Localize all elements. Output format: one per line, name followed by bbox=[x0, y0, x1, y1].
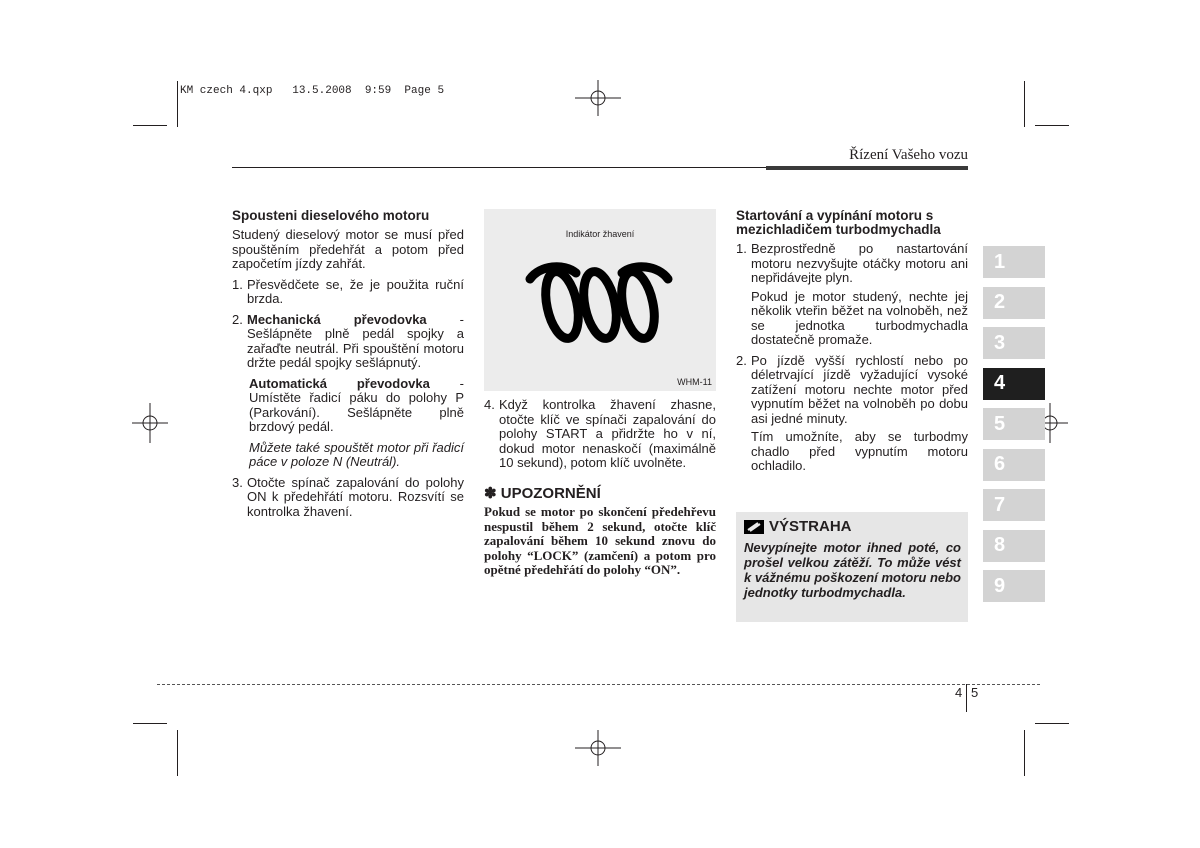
chapter-tabs bbox=[983, 246, 1045, 611]
right-column bbox=[736, 209, 968, 480]
list-text: Po jízdě vyšší rychlostí nebo po déletrvající jízdě vyžadující vysoké zatížení motoru nechte motor před vypnutím běžet na volnoběh po dobu asi jedné minuty. bbox=[751, 352, 968, 426]
list-text: Když kontrolka žhavení zhasne, otočte klíč ve spínači zapalování do polohy START a přidržte ho v ní, dokud motor nenaskočí (maximálně 10 sekund), potom klíč uvolněte. bbox=[499, 397, 716, 470]
figure-code: WHM-11 bbox=[677, 377, 712, 387]
list-text: Otočte spínač zapalování do polohy ON k předehřátí motoru. Rozsvítí se kontrolka žhavení. bbox=[247, 474, 464, 519]
section-heading: Spousteni dieselového motoru bbox=[232, 208, 430, 223]
list-item bbox=[232, 476, 464, 520]
glow-plug-coil-icon bbox=[524, 257, 674, 347]
chapter-tab-8[interactable]: 8 bbox=[983, 530, 1045, 562]
automatic-transmission-paragraph bbox=[232, 377, 464, 435]
list-item bbox=[232, 313, 464, 371]
manual-transmission-text: - Sešlápněte plně pedál spojky a zařaďte neutrál. Při spouštění motoru držte pedál spojky sešlápnutý. bbox=[247, 311, 464, 370]
list-number: 3. bbox=[232, 474, 243, 490]
warning-icon bbox=[744, 520, 764, 534]
neutral-note: Můžete také spouštět motor při řadicí páce v poloze N (Neutrál). bbox=[249, 439, 464, 469]
section-title: Řízení Vašeho vozu bbox=[849, 147, 968, 163]
crop-mark bbox=[1035, 125, 1069, 126]
list-number: 1. bbox=[232, 276, 243, 292]
list-item bbox=[484, 398, 716, 471]
list-number: 4. bbox=[484, 397, 495, 412]
crop-mark bbox=[1035, 723, 1069, 724]
crop-mark bbox=[133, 125, 167, 126]
figure-caption: Indikátor žhavení bbox=[565, 229, 635, 239]
list-number: 1. bbox=[736, 241, 747, 256]
list-text bbox=[247, 313, 464, 371]
warning-text: Nevypínejte motor ihned poté, co prošel velkou zátěží. To může vést k vážnému poškození motoru nebo jednotky turbodmychadla. bbox=[744, 540, 961, 600]
intro-paragraph: Studený dieselový motor se musí před spouštěním předehřát a potom před započetím jízdy zahřát. bbox=[232, 227, 464, 271]
left-column bbox=[232, 209, 464, 525]
registration-mark-icon bbox=[575, 80, 621, 116]
crop-mark bbox=[177, 81, 178, 127]
chapter-tab-4[interactable]: 4 bbox=[983, 368, 1045, 400]
list-number: 2. bbox=[736, 352, 747, 368]
caution-text: Pokud se motor po skončení předehřevu nespustil během 2 sekund, otočte klíč zapalování během 10 sekund znovu do polohy “LOCK” (zamčení) a potom pro opětné předehřátí do polohy “ON”. bbox=[484, 504, 716, 577]
automatic-transmission-text: - Umístěte řadicí páku do polohy P (Parkování). Sešlápněte plně brzdový pedál. bbox=[249, 375, 464, 434]
header-bar bbox=[766, 166, 968, 170]
page-number-divider bbox=[966, 684, 967, 712]
footer-rule bbox=[157, 684, 1040, 685]
section-heading: Startování a vypínání motoru s mezichladičem turbodmychadla bbox=[736, 208, 941, 237]
print-info: KM czech 4.qxp 13.5.2008 9:59 Page 5 bbox=[180, 85, 445, 97]
chapter-tab-5[interactable]: 5 bbox=[983, 408, 1045, 440]
list-continuation: Pokud je motor studený, nechte jej několik vteřin běžet na volnoběh, než se jednotka turbodmychadla dostatečně promaže. bbox=[751, 288, 968, 347]
glow-indicator-figure bbox=[484, 209, 716, 391]
chapter-tab-6[interactable]: 6 bbox=[983, 449, 1045, 481]
warning-box bbox=[736, 512, 968, 622]
registration-mark-icon bbox=[132, 403, 168, 443]
list-text: Bezprostředně po nastartování motoru nezvyšujte otáčky motoru ani nepřidávejte plyn. bbox=[751, 241, 968, 285]
page-number: 5 bbox=[971, 685, 979, 700]
list-continuation: Tím umožníte, aby se turbodmy chadlo před vypnutím motoru ochladilo. bbox=[751, 429, 968, 473]
chapter-tab-1[interactable]: 1 bbox=[983, 246, 1045, 278]
list-number: 2. bbox=[232, 311, 243, 327]
chapter-tab-9[interactable]: 9 bbox=[983, 570, 1045, 602]
crop-mark bbox=[177, 730, 178, 776]
registration-mark-icon bbox=[575, 730, 621, 766]
list-item bbox=[736, 242, 968, 286]
automatic-transmission-label: Automatická převodovka bbox=[249, 375, 430, 391]
caution-title: ✽ UPOZORNĚNÍ bbox=[484, 484, 601, 502]
crop-mark bbox=[1024, 730, 1025, 776]
chapter-tab-3[interactable]: 3 bbox=[983, 327, 1045, 359]
manual-transmission-label: Mechanická převodovka bbox=[247, 311, 427, 327]
crop-mark bbox=[1024, 81, 1025, 127]
warning-title: VÝSTRAHA bbox=[769, 518, 852, 535]
middle-column bbox=[484, 398, 716, 578]
chapter-tab-2[interactable]: 2 bbox=[983, 287, 1045, 319]
crop-mark bbox=[133, 723, 167, 724]
list-text: Přesvědčete se, že je použita ruční brzda. bbox=[247, 276, 464, 306]
list-item bbox=[736, 354, 968, 427]
warning-header bbox=[744, 518, 852, 535]
list-item bbox=[232, 278, 464, 307]
page-chapter-number: 4 bbox=[955, 685, 963, 700]
chapter-tab-7[interactable]: 7 bbox=[983, 489, 1045, 521]
